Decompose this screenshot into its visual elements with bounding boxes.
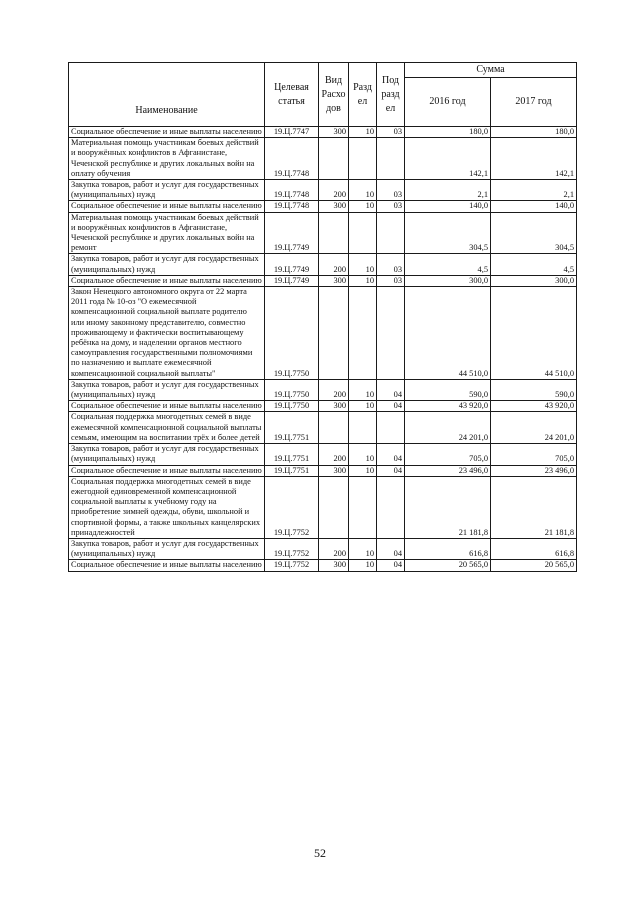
cell-sum-2016: 140,0 (405, 201, 491, 212)
cell-expense-type: 200 (319, 180, 349, 201)
cell-sum-2016: 142,1 (405, 138, 491, 180)
cell-expense-type: 300 (319, 127, 349, 138)
cell-sum-2017: 24 201,0 (491, 412, 577, 444)
cell-subsection (377, 212, 405, 254)
header-year-2017: 2017 год (491, 78, 577, 127)
cell-target-article: 19.Ц.7749 (265, 275, 319, 286)
table-row (69, 254, 577, 275)
table-row (69, 444, 577, 465)
cell-name: Материальная помощь участникам боевых действий и вооружённых конфликтов в Афганистане, Чеченской республике и других локальных войн на оплату обучения (69, 138, 265, 180)
cell-name: Закупка товаров, работ и услуг для государственных (муниципальных) нужд (69, 180, 265, 201)
cell-sum-2017: 21 181,8 (491, 476, 577, 538)
cell-section: 10 (349, 127, 377, 138)
cell-section: 10 (349, 275, 377, 286)
cell-section: 10 (349, 201, 377, 212)
cell-subsection: 04 (377, 560, 405, 571)
budget-table (68, 62, 577, 572)
cell-subsection: 04 (377, 401, 405, 412)
cell-subsection: 03 (377, 127, 405, 138)
cell-subsection (377, 412, 405, 444)
header-target-article: Целевая статья (265, 63, 319, 127)
cell-subsection: 03 (377, 275, 405, 286)
cell-target-article: 19.Ц.7750 (265, 401, 319, 412)
table-row (69, 465, 577, 476)
cell-sum-2016: 24 201,0 (405, 412, 491, 444)
cell-section: 10 (349, 180, 377, 201)
table-row (69, 275, 577, 286)
table-row (69, 379, 577, 400)
cell-subsection: 03 (377, 201, 405, 212)
cell-sum-2017: 304,5 (491, 212, 577, 254)
cell-target-article: 19.Ц.7747 (265, 127, 319, 138)
table-row (69, 127, 577, 138)
table-body (69, 127, 577, 572)
cell-sum-2017: 300,0 (491, 275, 577, 286)
cell-subsection (377, 476, 405, 538)
cell-sum-2016: 590,0 (405, 379, 491, 400)
cell-target-article: 19.Ц.7748 (265, 201, 319, 212)
cell-name: Социальная поддержка многодетных семей в виде ежемесячной компенсационной социальной выплаты семьям, имеющим на воспитании трёх и более детей (69, 412, 265, 444)
cell-subsection: 03 (377, 254, 405, 275)
cell-expense-type: 200 (319, 538, 349, 559)
cell-sum-2017: 590,0 (491, 379, 577, 400)
cell-target-article: 19.Ц.7751 (265, 465, 319, 476)
header-sum: Сумма (405, 63, 577, 78)
cell-expense-type: 200 (319, 254, 349, 275)
cell-subsection: 04 (377, 538, 405, 559)
cell-section (349, 412, 377, 444)
cell-section: 10 (349, 379, 377, 400)
cell-expense-type (319, 138, 349, 180)
page-number: 52 (314, 846, 326, 860)
table-row (69, 412, 577, 444)
table-row (69, 180, 577, 201)
cell-target-article: 19.Ц.7752 (265, 538, 319, 559)
cell-sum-2017: 2,1 (491, 180, 577, 201)
cell-expense-type: 200 (319, 444, 349, 465)
cell-name: Закон Ненецкого автономного округа от 22 марта 2011 года № 10-оз "О ежемесячной компенсационной социальной выплате родителю или иному законному представителю, совместно проживающему и фактически воспитывающему ребёнка на дому, и наделении органов местного самоуправления государственными полномочиями по назначению и выплате ежемесячной компенсационной социальной выплаты" (69, 287, 265, 380)
cell-target-article: 19.Ц.7749 (265, 254, 319, 275)
header-name: Наименование (69, 63, 265, 127)
cell-sum-2017: 20 565,0 (491, 560, 577, 571)
cell-sum-2016: 705,0 (405, 444, 491, 465)
cell-expense-type: 300 (319, 401, 349, 412)
cell-subsection: 03 (377, 180, 405, 201)
cell-target-article: 19.Ц.7749 (265, 212, 319, 254)
cell-section: 10 (349, 401, 377, 412)
cell-section: 10 (349, 465, 377, 476)
cell-sum-2016: 4,5 (405, 254, 491, 275)
cell-expense-type: 300 (319, 201, 349, 212)
cell-expense-type: 300 (319, 465, 349, 476)
cell-section: 10 (349, 254, 377, 275)
table-row (69, 476, 577, 538)
cell-expense-type (319, 212, 349, 254)
cell-sum-2017: 142,1 (491, 138, 577, 180)
cell-sum-2017: 44 510,0 (491, 287, 577, 380)
cell-sum-2017: 23 496,0 (491, 465, 577, 476)
cell-target-article: 19.Ц.7752 (265, 476, 319, 538)
cell-expense-type: 300 (319, 275, 349, 286)
cell-sum-2017: 140,0 (491, 201, 577, 212)
cell-section (349, 138, 377, 180)
cell-target-article: 19.Ц.7750 (265, 287, 319, 380)
cell-sum-2016: 180,0 (405, 127, 491, 138)
table-row (69, 287, 577, 380)
cell-name: Материальная помощь участникам боевых действий и вооружённых конфликтов в Афганистане, Чеченской республике и других локальных войн на ремонт (69, 212, 265, 254)
header-section: Разд ел (349, 63, 377, 127)
cell-name: Закупка товаров, работ и услуг для государственных (муниципальных) нужд (69, 444, 265, 465)
cell-sum-2016: 304,5 (405, 212, 491, 254)
table-row (69, 538, 577, 559)
cell-expense-type: 200 (319, 379, 349, 400)
cell-target-article: 19.Ц.7748 (265, 138, 319, 180)
cell-section: 10 (349, 444, 377, 465)
cell-target-article: 19.Ц.7752 (265, 560, 319, 571)
cell-name: Социальное обеспечение и иные выплаты населению (69, 201, 265, 212)
cell-sum-2016: 23 496,0 (405, 465, 491, 476)
cell-name: Закупка товаров, работ и услуг для государственных (муниципальных) нужд (69, 538, 265, 559)
cell-subsection: 04 (377, 379, 405, 400)
cell-section: 10 (349, 560, 377, 571)
cell-section (349, 476, 377, 538)
header-subsection: Под разд ел (377, 63, 405, 127)
cell-subsection (377, 138, 405, 180)
cell-sum-2017: 4,5 (491, 254, 577, 275)
cell-section (349, 212, 377, 254)
table-row (69, 560, 577, 571)
cell-subsection (377, 287, 405, 380)
cell-subsection: 04 (377, 465, 405, 476)
cell-section: 10 (349, 538, 377, 559)
cell-sum-2016: 44 510,0 (405, 287, 491, 380)
table-row (69, 201, 577, 212)
cell-section (349, 287, 377, 380)
table-header (69, 63, 577, 127)
cell-sum-2016: 20 565,0 (405, 560, 491, 571)
cell-target-article: 19.Ц.7751 (265, 444, 319, 465)
cell-target-article: 19.Ц.7748 (265, 180, 319, 201)
cell-expense-type (319, 476, 349, 538)
cell-expense-type: 300 (319, 560, 349, 571)
cell-sum-2017: 180,0 (491, 127, 577, 138)
cell-subsection: 04 (377, 444, 405, 465)
table-row (69, 212, 577, 254)
cell-target-article: 19.Ц.7751 (265, 412, 319, 444)
cell-sum-2016: 2,1 (405, 180, 491, 201)
cell-name: Социальное обеспечение и иные выплаты населению (69, 465, 265, 476)
cell-expense-type (319, 287, 349, 380)
cell-sum-2017: 616,8 (491, 538, 577, 559)
cell-sum-2016: 21 181,8 (405, 476, 491, 538)
cell-name: Закупка товаров, работ и услуг для государственных (муниципальных) нужд (69, 254, 265, 275)
cell-sum-2017: 43 920,0 (491, 401, 577, 412)
table-row (69, 138, 577, 180)
header-expense-type: Вид Расхо дов (319, 63, 349, 127)
cell-sum-2016: 300,0 (405, 275, 491, 286)
cell-sum-2016: 616,8 (405, 538, 491, 559)
cell-name: Социальное обеспечение и иные выплаты населению (69, 401, 265, 412)
cell-name: Социальное обеспечение и иные выплаты населению (69, 127, 265, 138)
cell-name: Социальное обеспечение и иные выплаты населению (69, 275, 265, 286)
header-year-2016: 2016 год (405, 78, 491, 127)
cell-name: Закупка товаров, работ и услуг для государственных (муниципальных) нужд (69, 379, 265, 400)
cell-target-article: 19.Ц.7750 (265, 379, 319, 400)
cell-name: Социальная поддержка многодетных семей в виде ежегодной единовременной компенсационной социальной выплаты к учебному году на приобретение зимней одежды, обуви, школьной и спортивной формы, а также школьных канцелярских принадлежностей (69, 476, 265, 538)
cell-sum-2016: 43 920,0 (405, 401, 491, 412)
cell-expense-type (319, 412, 349, 444)
table-row (69, 401, 577, 412)
cell-sum-2017: 705,0 (491, 444, 577, 465)
cell-name: Социальное обеспечение и иные выплаты населению (69, 560, 265, 571)
